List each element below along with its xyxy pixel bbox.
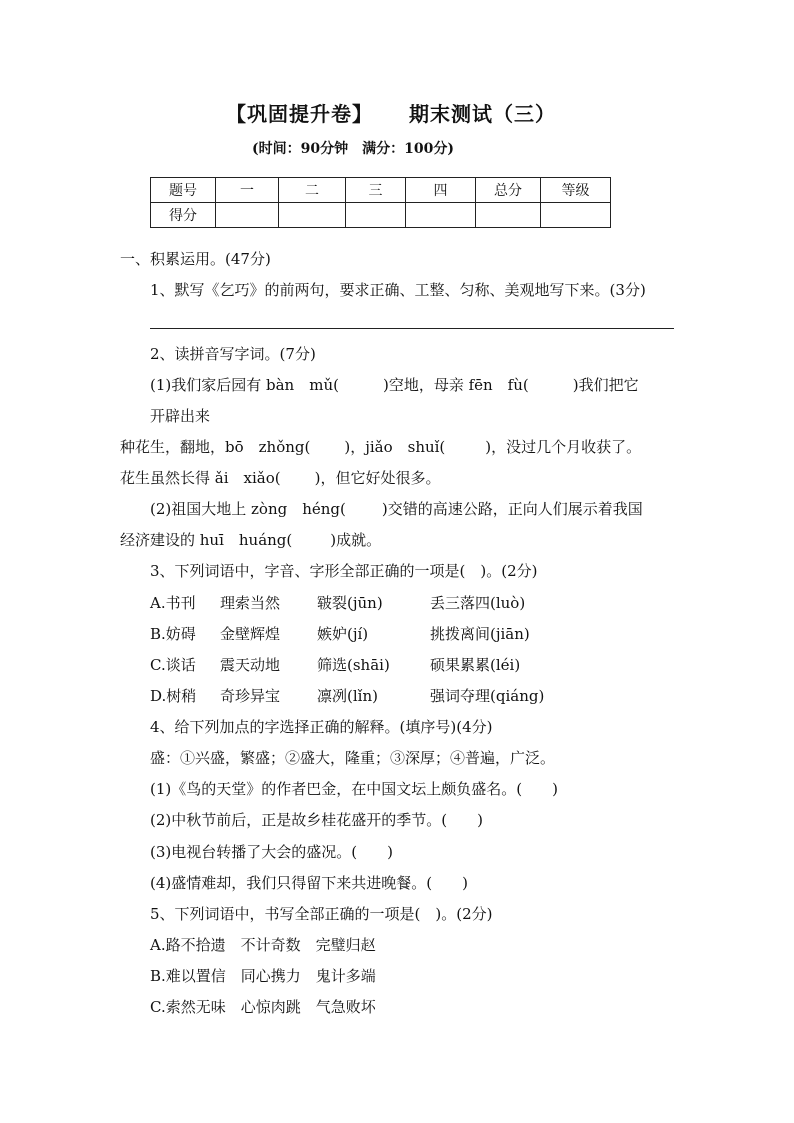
score-cell: [216, 203, 279, 228]
text-segment: (2)祖国大地上 zòng héng(: [150, 500, 346, 518]
text-segment: )交错的高速公路，正向人们展示着我国: [381, 500, 643, 518]
title-test: 期末测试（三）: [409, 102, 556, 126]
question-2-part-1-line-3: [120, 436, 641, 457]
score-cell: [476, 203, 541, 228]
score-cell: [406, 203, 476, 228]
score-table-header: 题号: [151, 178, 216, 203]
question-5-stem: 5、下列词语中，书写全部正确的一项是( )。(2分): [150, 905, 493, 923]
question-4-stem: 4、给下列加点的字选择正确的解释。(填序号)(4分): [150, 718, 493, 736]
question-4-meanings: 盛：①兴盛，繁盛；②盛大，隆重；③深厚；④普遍，广泛。: [150, 749, 556, 767]
score-table-header-row: [151, 178, 611, 203]
score-table-header: 一: [216, 178, 279, 203]
text-segment: )，jiǎo shuǐ(: [344, 438, 446, 456]
text-segment: 经济建设的 huī huáng(: [120, 531, 293, 549]
option-word: 奇珍异宝: [220, 687, 281, 705]
option-word: 丢三落四(luò): [430, 594, 526, 612]
question-2-part-1-line-1: [150, 374, 639, 395]
option-word: A.书刊: [150, 594, 196, 612]
score-cell: [279, 203, 346, 228]
question-4-item: (4)盛情难却，我们只得留下来共进晚餐。( ): [150, 874, 468, 892]
option-word: 金壁辉煌: [220, 625, 281, 643]
score-cell: [346, 203, 406, 228]
score-table-header: 三: [346, 178, 406, 203]
question-4-item: (1)《鸟的天堂》的作者巴金，在中国文坛上颇负盛名。( ): [150, 780, 558, 798]
score-table-header: 二: [279, 178, 346, 203]
option-word: 震天动地: [220, 656, 281, 674]
score-table-score-row: [151, 203, 611, 228]
question-1: 1、默写《乞巧》的前两句，要求正确、工整、匀称、美观地写下来。(3分): [150, 281, 646, 299]
option-word: 凛冽(lǐn): [317, 687, 378, 705]
text-segment: )空地，母亲 fēn fù(: [382, 376, 529, 394]
score-row-label: 得分: [151, 203, 216, 228]
option-word: 嫉妒(jí): [317, 625, 369, 643]
text-segment: )，没过几个月收获了。: [485, 438, 642, 456]
option-word: 筛选(shāi): [317, 656, 390, 674]
option-word: 理索当然: [220, 594, 281, 612]
text-segment: (1)我们家后园有 bàn mǔ(: [150, 376, 339, 394]
option-word: 硕果累累(léi): [430, 656, 521, 674]
question-2-part-1-line-2: 开辟出来: [150, 407, 211, 425]
question-2-part-2-line-1: [150, 498, 643, 519]
option-word: 皲裂(jūn): [317, 594, 383, 612]
question-5-option-a: A.路不拾遗 不计奇数 完璧归赵: [150, 936, 376, 954]
question-3-stem: 3、下列词语中，字音、字形全部正确的一项是( )。(2分): [150, 562, 538, 580]
text-segment: )成就。: [330, 531, 382, 549]
answer-line: [150, 328, 674, 329]
option-word: 强词夺理(qiáng): [430, 687, 545, 705]
option-word: B.妨碍: [150, 625, 196, 643]
exam-time-score: (时间：90分钟 满分：100分): [252, 141, 454, 157]
text-segment: )，但它好处很多。: [314, 469, 441, 487]
question-2-part-1-line-4: [120, 467, 440, 488]
score-cell: [541, 203, 611, 228]
question-2-part-2-line-2: [120, 529, 381, 550]
question-2-stem: 2、读拼音写字词。(7分): [150, 345, 316, 363]
question-5-option-b: B.难以置信 同心携力 鬼计多端: [150, 967, 376, 985]
score-table-header: 四: [406, 178, 476, 203]
score-table-header: 等级: [541, 178, 611, 203]
text-segment: 种花生，翻地，bō zhǒng(: [120, 438, 311, 456]
score-table: [150, 177, 611, 228]
question-5-option-c: C.索然无味 心惊肉跳 气急败坏: [150, 998, 376, 1016]
page-title: [226, 98, 556, 127]
option-word: 挑拨离间(jiān): [430, 625, 530, 643]
question-4-item: (2)中秋节前后，正是故乡桂花盛开的季节。( ): [150, 811, 483, 829]
score-table-header: 总分: [476, 178, 541, 203]
question-4-item: (3)电视台转播了大会的盛况。( ): [150, 843, 393, 861]
option-word: D.树稍: [150, 687, 197, 705]
title-series: 【巩固提升卷】: [226, 102, 373, 126]
section-heading: 一、积累运用。(47分): [120, 250, 271, 268]
option-word: C.谈话: [150, 656, 196, 674]
text-segment: )我们把它: [572, 376, 639, 394]
text-segment: 花生虽然长得 ǎi xiǎo(: [120, 469, 281, 487]
